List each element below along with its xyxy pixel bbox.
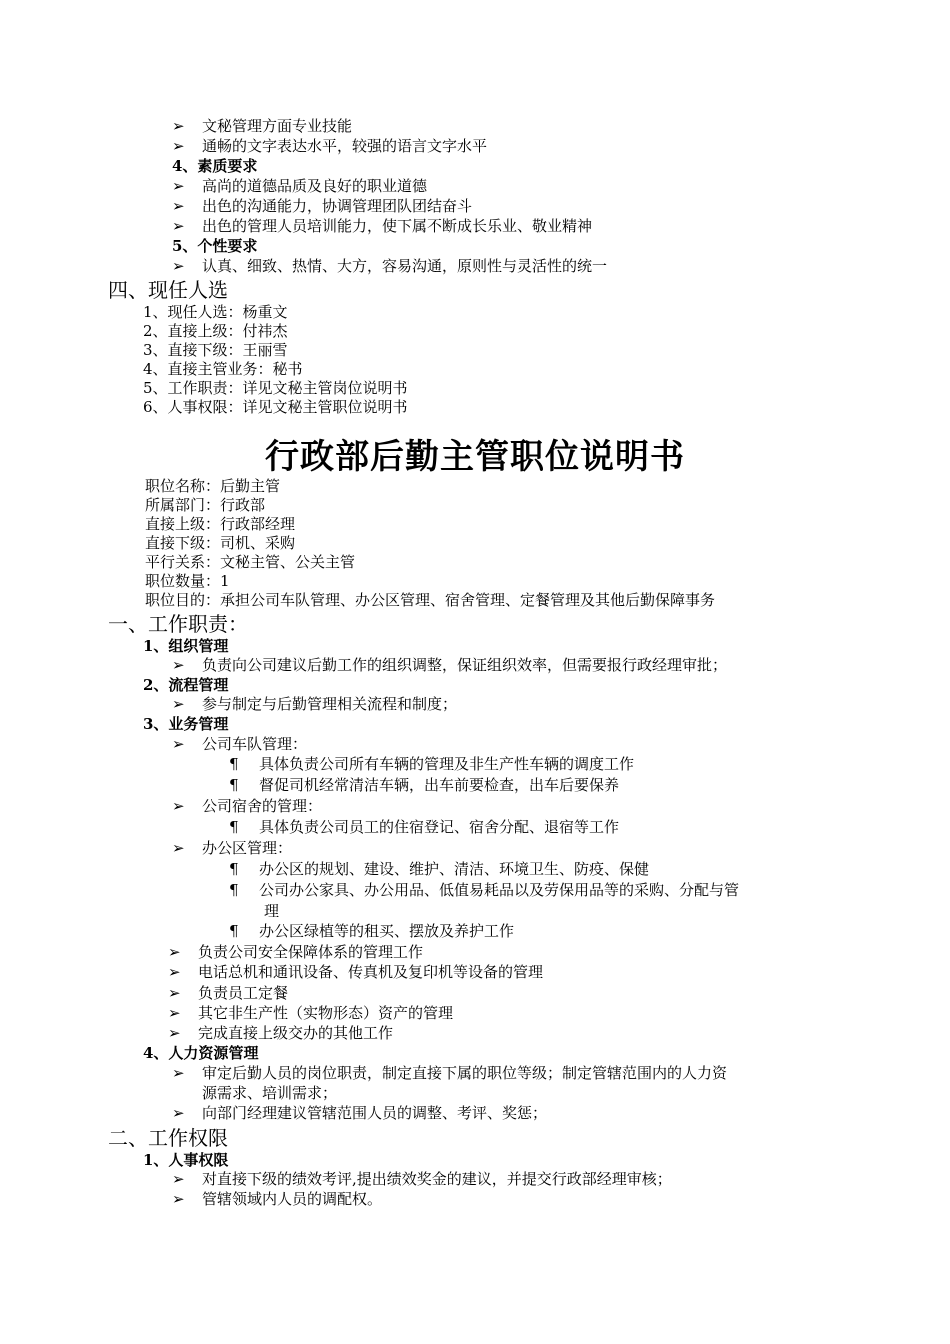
arrow-bullet-icon: ➢ [172, 137, 185, 155]
arrow-bullet-icon: ➢ [172, 656, 185, 674]
bullet-item: ➢ 审定后勤人员的岗位职责，制定直接下属的职位等级；制定管辖范围内的人力资 [172, 1064, 728, 1082]
arrow-bullet-icon: ➢ [168, 1024, 181, 1042]
section-heading: 二、工作权限 [108, 1126, 228, 1150]
arrow-bullet-icon: ➢ [172, 1190, 185, 1208]
bullet-item: ➢ 办公区管理： [172, 839, 293, 857]
arrow-bullet-icon: ➢ [172, 839, 185, 857]
sub-bullet-continuation: 理 [264, 902, 280, 920]
arrow-bullet-icon: ➢ [172, 735, 185, 753]
bullet-continuation: 源需求、培训需求； [202, 1084, 338, 1102]
info-line: 直接下级：司机、采购 [145, 534, 296, 552]
arrow-bullet-icon: ➢ [172, 257, 185, 275]
sub-bullet-item: ¶ 具体负责公司所有车辆的管理及非生产性车辆的调度工作 [229, 755, 635, 773]
subsection-heading: 5、个性要求 [172, 237, 258, 255]
subsection-heading: 4、素质要求 [172, 157, 258, 175]
arrow-bullet-icon: ➢ [172, 797, 185, 815]
bullet-item: ➢ 电话总机和通讯设备、传真机及复印机等设备的管理 [168, 963, 544, 981]
bullet-item: ➢ 管辖领域内人员的调配权。 [172, 1190, 383, 1208]
list-item: 5、工作职责：详见文秘主管岗位说明书 [143, 379, 408, 397]
bullet-item: ➢ 公司宿舍的管理： [172, 797, 323, 815]
sub-bullet-item: ¶ 督促司机经常清洁车辆，出车前要检查，出车后要保养 [229, 776, 620, 794]
arrow-bullet-icon: ➢ [172, 695, 185, 713]
arrow-bullet-icon: ➢ [168, 984, 181, 1002]
list-item: 4、直接主管业务：秘书 [143, 360, 303, 378]
bullet-item: ➢ 其它非生产性（实物形态）资产的管理 [168, 1004, 454, 1022]
sub-bullet-item: ¶ 办公区绿植等的租买、摆放及养护工作 [229, 922, 515, 940]
arrow-bullet-icon: ➢ [172, 217, 185, 235]
info-line: 职位名称：后勤主管 [145, 477, 281, 495]
bullet-item: ➢ 通畅的文字表达水平，较强的语言文字水平 [172, 137, 488, 155]
arrow-bullet-icon: ➢ [172, 1170, 185, 1188]
info-line: 所属部门：行政部 [145, 496, 266, 514]
arrow-bullet-icon: ➢ [172, 197, 185, 215]
bullet-item: ➢ 公司车队管理： [172, 735, 308, 753]
bullet-item: ➢ 出色的沟通能力，协调管理团队团结奋斗 [172, 197, 473, 215]
arrow-bullet-icon: ➢ [172, 177, 185, 195]
arrow-bullet-icon: ➢ [168, 963, 181, 981]
list-item: 1、现任人选：杨重文 [143, 303, 288, 321]
bullet-item: ➢ 高尚的道德品质及良好的职业道德 [172, 177, 428, 195]
subsection-heading: 3、业务管理 [143, 715, 229, 733]
bullet-item: ➢ 负责公司安全保障体系的管理工作 [168, 943, 424, 961]
pilcrow-bullet-icon: ¶ [229, 860, 239, 878]
pilcrow-bullet-icon: ¶ [229, 922, 239, 940]
subsection-heading: 1、组织管理 [143, 637, 229, 655]
pilcrow-bullet-icon: ¶ [229, 881, 239, 899]
bullet-item: ➢ 认真、细致、热情、大方，容易沟通，原则性与灵活性的统一 [172, 257, 608, 275]
section-heading: 一、工作职责： [108, 612, 248, 636]
arrow-bullet-icon: ➢ [168, 943, 181, 961]
info-line: 直接上级：行政部经理 [145, 515, 296, 533]
document-title: 行政部后勤主管职位说明书 [265, 437, 685, 477]
arrow-bullet-icon: ➢ [168, 1004, 181, 1022]
bullet-item: ➢ 出色的管理人员培训能力，使下属不断成长乐业、敬业精神 [172, 217, 593, 235]
bullet-item: ➢ 完成直接上级交办的其他工作 [168, 1024, 394, 1042]
bullet-item: ➢ 参与制定与后勤管理相关流程和制度； [172, 695, 458, 713]
pilcrow-bullet-icon: ¶ [229, 776, 239, 794]
sub-bullet-item: ¶ 具体负责公司员工的住宿登记、宿舍分配、退宿等工作 [229, 818, 620, 836]
list-item: 6、人事权限：详见文秘主管职位说明书 [143, 398, 408, 416]
pilcrow-bullet-icon: ¶ [229, 755, 239, 773]
bullet-item: ➢ 向部门经理建议管辖范围人员的调整、考评、奖惩； [172, 1104, 548, 1122]
arrow-bullet-icon: ➢ [172, 1064, 185, 1082]
bullet-item: ➢ 负责员工定餐 [168, 984, 289, 1002]
bullet-item: ➢ 文秘管理方面专业技能 [172, 117, 353, 135]
bullet-item: ➢ 对直接下级的绩效考评,提出绩效奖金的建议，并提交行政部经理审核； [172, 1170, 672, 1188]
list-item: 2、直接上级：付祎杰 [143, 322, 288, 340]
section-heading: 四、现任人选 [108, 278, 228, 302]
subsection-heading: 2、流程管理 [143, 676, 229, 694]
arrow-bullet-icon: ➢ [172, 117, 185, 135]
subsection-heading: 1、人事权限 [143, 1151, 229, 1169]
arrow-bullet-icon: ➢ [172, 1104, 185, 1122]
info-line: 职位数量：1 [145, 572, 230, 590]
info-line: 职位目的：承担公司车队管理、办公区管理、宿舍管理、定餐管理及其他后勤保障事务 [145, 591, 716, 609]
sub-bullet-item: ¶ 公司办公家具、办公用品、低值易耗品以及劳保用品等的采购、分配与管 [229, 881, 740, 899]
subsection-heading: 4、人力资源管理 [143, 1044, 259, 1062]
info-line: 平行关系：文秘主管、公关主管 [145, 553, 356, 571]
sub-bullet-item: ¶ 办公区的规划、建设、维护、清洁、环境卫生、防疫、保健 [229, 860, 650, 878]
list-item: 3、直接下级：王丽雪 [143, 341, 288, 359]
pilcrow-bullet-icon: ¶ [229, 818, 239, 836]
bullet-item: ➢ 负责向公司建议后勤工作的组织调整，保证组织效率，但需要报行政经理审批； [172, 656, 728, 674]
